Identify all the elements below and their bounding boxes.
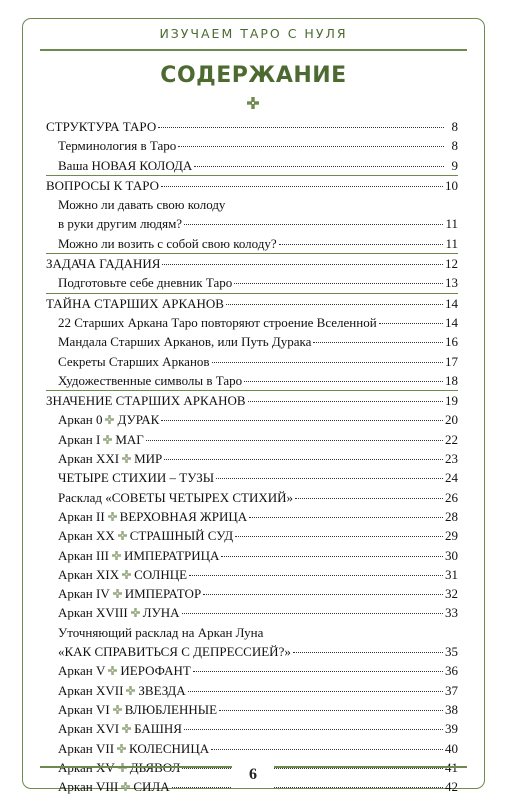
toc-entry-text <box>58 430 144 449</box>
cross-bullet-icon <box>112 551 121 560</box>
page-title: СОДЕРЖАНИЕ <box>160 63 347 88</box>
toc-entry-title: Ваша НОВАЯ КОЛОДА <box>58 157 193 173</box>
toc-page-number: 30 <box>445 547 458 563</box>
toc-page-number: 22 <box>445 431 458 447</box>
toc-page-number: 38 <box>445 701 458 717</box>
toc-page-number: 24 <box>445 470 458 486</box>
toc-entry-text <box>58 642 291 661</box>
header-rule <box>40 49 467 51</box>
toc-entry-title: Расклад «СОВЕТЫ ЧЕТЫРЕХ СТИХИЙ» <box>58 489 294 505</box>
toc-entry-title: Уточняющий расклад на Аркан Луна <box>58 624 264 640</box>
cross-bullet-icon <box>117 744 126 753</box>
leader-dots <box>182 613 443 614</box>
leader-dots <box>184 224 443 225</box>
toc-entry-text <box>46 176 159 195</box>
toc-entry-text <box>58 195 225 214</box>
toc-entry[interactable] <box>46 371 458 390</box>
toc-entry-prefix: Аркан 0 <box>58 412 103 428</box>
leader-dots <box>188 691 443 692</box>
toc-entry-text <box>58 273 232 292</box>
leader-dots <box>211 749 443 750</box>
cross-bullet-icon <box>113 589 122 598</box>
leader-dots <box>249 517 443 518</box>
toc-entry[interactable] <box>46 488 458 507</box>
toc-page-number: 23 <box>445 451 458 467</box>
toc-entry[interactable] <box>46 603 458 622</box>
toc-entry[interactable] <box>46 313 458 332</box>
toc-entry[interactable] <box>46 700 458 719</box>
toc-page-number: 14 <box>445 314 458 330</box>
toc-section <box>46 253 458 293</box>
toc-page-number: 29 <box>445 528 458 544</box>
toc-section-heading[interactable] <box>46 391 458 410</box>
toc-entry-text <box>58 739 209 758</box>
toc-page-number: 8 <box>451 138 458 154</box>
cross-bullet-icon <box>122 454 131 463</box>
leader-dots <box>379 323 443 324</box>
toc-entry-prefix: Аркан III <box>58 547 109 563</box>
leader-dots <box>194 166 444 167</box>
toc-entry[interactable] <box>46 623 458 642</box>
toc-page-number: 31 <box>445 566 458 582</box>
toc-entry-prefix: Аркан XXI <box>58 451 120 467</box>
toc-entry-title: ЛУНА <box>142 605 180 621</box>
cross-bullet-icon <box>126 686 135 695</box>
toc-entry-text <box>58 410 159 429</box>
leader-dots <box>172 787 443 788</box>
toc-section <box>46 390 458 796</box>
toc-page-number: 11 <box>445 235 458 251</box>
leader-dots <box>295 498 443 499</box>
toc-entry-title: Секреты Старших Арканов <box>58 353 210 369</box>
toc-entry-title: ЗАДАЧА ГАДАНИЯ <box>46 256 161 272</box>
toc-page-number: 39 <box>445 721 458 737</box>
cross-bullet-icon <box>105 415 114 424</box>
toc-page-number: 8 <box>451 119 458 134</box>
toc-entry-title: ИМПЕРАТРИЦА <box>123 547 220 563</box>
toc-entry-text <box>58 371 242 390</box>
toc-entry-title: ЧЕТЫРЕ СТИХИИ – ТУЗЫ <box>58 470 215 486</box>
toc-entry-text <box>46 294 224 313</box>
toc-entry[interactable] <box>46 739 458 758</box>
toc-entry-prefix: Аркан XVIII <box>58 605 128 621</box>
toc-page-number: 26 <box>445 489 458 505</box>
toc-entry-text <box>46 254 160 273</box>
toc-page-number: 18 <box>445 372 458 388</box>
leader-dots <box>164 459 443 460</box>
toc-entry-text <box>58 700 217 719</box>
leader-dots <box>293 652 443 653</box>
leader-dots <box>158 127 444 128</box>
toc-entry-prefix: Аркан XVI <box>58 721 120 737</box>
cross-bullet-icon <box>121 782 130 791</box>
cross-bullet-icon <box>122 570 131 579</box>
leader-dots <box>178 146 444 147</box>
leader-dots <box>182 768 443 769</box>
toc-entry-text <box>58 526 233 545</box>
toc-section <box>46 175 458 253</box>
toc-entry-title: БАШНЯ <box>134 721 182 737</box>
toc-entry-title: Можно ли давать свою колоду <box>58 197 226 213</box>
leader-dots <box>234 283 443 284</box>
toc-entry-title: ЗВЕЗДА <box>138 682 186 698</box>
toc-entry[interactable] <box>46 156 458 175</box>
toc-entry-title: Художественные символы в Таро <box>58 372 243 388</box>
toc-entry-title: СТРАШНЫЙ СУД <box>129 528 234 544</box>
leader-dots <box>221 556 443 557</box>
toc-page-number: 14 <box>445 295 458 311</box>
toc-entry[interactable] <box>46 214 458 233</box>
toc-entry[interactable] <box>46 449 458 468</box>
toc-entry-text <box>58 352 210 371</box>
toc-section-heading[interactable] <box>46 254 458 273</box>
page-number: 6 <box>232 762 274 788</box>
toc-page-number: 11 <box>445 216 458 232</box>
toc-entry-text <box>58 546 219 565</box>
toc-entry-text <box>58 488 293 507</box>
toc-page-number: 17 <box>445 353 458 369</box>
toc-entry-prefix: Аркан I <box>58 431 101 447</box>
running-head: ИЗУЧАЕМ ТАРО С НУЛЯ <box>159 26 348 41</box>
leader-dots <box>219 710 443 711</box>
toc-entry-text <box>58 565 187 584</box>
leader-dots <box>248 401 443 402</box>
toc-entry-text <box>58 332 311 351</box>
toc-entry[interactable] <box>46 136 458 155</box>
cross-bullet-icon <box>122 724 131 733</box>
toc-section-heading[interactable] <box>46 294 458 313</box>
toc-entry[interactable] <box>46 468 458 487</box>
toc-page-number: 9 <box>451 157 458 173</box>
cross-ornament-icon <box>247 97 259 109</box>
cross-bullet-icon <box>108 666 117 675</box>
toc-entry[interactable] <box>46 273 458 292</box>
toc-entry-title: ДУРАК <box>117 412 160 428</box>
toc-page-number: 32 <box>445 586 458 602</box>
toc-entry[interactable] <box>46 352 458 371</box>
toc-entry[interactable] <box>46 195 458 214</box>
leader-dots <box>279 244 444 245</box>
toc-entry-text <box>58 449 162 468</box>
toc-entry-text <box>58 719 182 738</box>
toc-page-number: 12 <box>445 256 458 272</box>
toc-entry[interactable] <box>46 642 458 661</box>
toc-entry-prefix: Аркан VIII <box>58 779 119 795</box>
toc-entry[interactable] <box>46 410 458 429</box>
toc-entry-prefix: Аркан IV <box>58 586 110 602</box>
toc-entry-title: ИМПЕРАТОР <box>124 586 202 602</box>
toc-entry-text <box>46 391 246 410</box>
toc-entry[interactable] <box>46 430 458 449</box>
toc-entry-text <box>58 136 176 155</box>
toc-entry-prefix: Аркан XVII <box>58 682 124 698</box>
toc-entry[interactable] <box>46 546 458 565</box>
toc-entry[interactable] <box>46 526 458 545</box>
toc-entry[interactable] <box>46 681 458 700</box>
toc-entry-text <box>58 313 377 332</box>
leader-dots <box>226 304 443 305</box>
cross-bullet-icon <box>131 608 140 617</box>
toc-entry-text <box>58 681 186 700</box>
toc-entry-title: ВЕРХОВНАЯ ЖРИЦА <box>119 508 248 524</box>
toc-entry-title: КОЛЕСНИЦА <box>129 740 210 756</box>
toc-page-number: 28 <box>445 508 458 524</box>
toc-entry-title: СТРУКТУРА ТАРО <box>46 119 157 134</box>
toc-section <box>46 117 458 175</box>
toc-entry-prefix: Аркан V <box>58 663 106 679</box>
toc-entry-text <box>58 777 170 796</box>
cross-bullet-icon <box>103 435 112 444</box>
leader-dots <box>212 362 443 363</box>
toc-entry[interactable] <box>46 565 458 584</box>
toc-entry-prefix: Аркан VI <box>58 701 110 717</box>
toc-entry-title: СИЛА <box>133 779 170 795</box>
toc-entry-title: ТАЙНА СТАРШИХ АРКАНОВ <box>46 295 224 311</box>
leader-dots <box>162 264 443 265</box>
toc-entry[interactable] <box>46 584 458 603</box>
toc-entry-title: Можно ли возить с собой свою колоду? <box>58 235 277 251</box>
toc-entry-title: ИЕРОФАНТ <box>120 663 191 679</box>
toc-page-number: 37 <box>445 682 458 698</box>
toc-entry-text <box>46 117 156 136</box>
toc-entry-prefix: Аркан VII <box>58 740 115 756</box>
leader-dots <box>216 478 443 479</box>
toc-entry-text <box>58 156 192 175</box>
toc-entry-title: в руки другим людям? <box>58 216 183 232</box>
toc-entry-title: Терминология в Таро <box>58 138 177 154</box>
leader-dots <box>184 729 443 730</box>
leader-dots <box>193 671 443 672</box>
toc-page-number: 33 <box>445 605 458 621</box>
toc-page-number: 13 <box>445 275 458 291</box>
toc-page-number: 40 <box>445 740 458 756</box>
toc-entry[interactable] <box>46 719 458 738</box>
toc-entry-title: ВОПРОСЫ К ТАРО <box>46 177 160 193</box>
toc-section <box>46 293 458 390</box>
leader-dots <box>313 342 443 343</box>
toc-entry-text <box>58 468 214 487</box>
toc-entry-text <box>58 584 201 603</box>
table-of-contents <box>46 117 458 796</box>
toc-entry-text <box>58 603 180 622</box>
toc-entry-title: Подготовьте себе дневник Таро <box>58 275 233 291</box>
toc-page-number: 19 <box>445 393 458 409</box>
cross-bullet-icon <box>113 705 122 714</box>
leader-dots <box>244 381 443 382</box>
toc-entry-title: СОЛНЦЕ <box>134 566 188 582</box>
toc-entry-title: «КАК СПРАВИТЬСЯ С ДЕПРЕССИЕЙ?» <box>58 644 291 660</box>
toc-entry-prefix: Аркан II <box>58 508 105 524</box>
leader-dots <box>203 594 443 595</box>
toc-entry-text <box>58 234 277 253</box>
toc-entry[interactable] <box>46 332 458 351</box>
toc-page-number: 10 <box>445 177 458 193</box>
cross-bullet-icon <box>108 512 117 521</box>
toc-entry[interactable] <box>46 507 458 526</box>
toc-entry-title: 22 Старших Аркана Таро повторяют строение Вселенной <box>58 314 377 330</box>
toc-entry[interactable] <box>46 661 458 680</box>
toc-page-number: 35 <box>445 644 458 660</box>
toc-section-heading[interactable] <box>46 176 458 195</box>
toc-page-number: 42 <box>445 779 458 795</box>
toc-page-number: 36 <box>445 663 458 679</box>
toc-entry-prefix: Аркан XIX <box>58 566 120 582</box>
toc-entry-title: МИР <box>134 451 163 467</box>
leader-dots <box>189 575 443 576</box>
toc-section-heading[interactable] <box>46 117 458 136</box>
toc-page-number: 20 <box>445 412 458 428</box>
toc-page-number: 16 <box>445 334 458 350</box>
leader-dots <box>161 186 443 187</box>
toc-entry-text <box>58 661 191 680</box>
leader-dots <box>235 536 443 537</box>
toc-entry[interactable] <box>46 234 458 253</box>
toc-entry-title: ЗНАЧЕНИЕ СТАРШИХ АРКАНОВ <box>46 393 246 409</box>
toc-entry-prefix: Аркан XX <box>58 528 115 544</box>
toc-entry-text <box>58 214 182 233</box>
toc-entry-text <box>58 623 263 642</box>
toc-entry-title: ВЛЮБЛЕННЫЕ <box>124 701 218 717</box>
toc-entry-text <box>58 507 247 526</box>
leader-dots <box>146 440 443 441</box>
toc-entry-title: МАГ <box>115 431 144 447</box>
leader-dots <box>161 420 443 421</box>
cross-bullet-icon <box>118 531 127 540</box>
toc-entry-title: Мандала Старших Арканов, или Путь Дурака <box>58 334 312 350</box>
